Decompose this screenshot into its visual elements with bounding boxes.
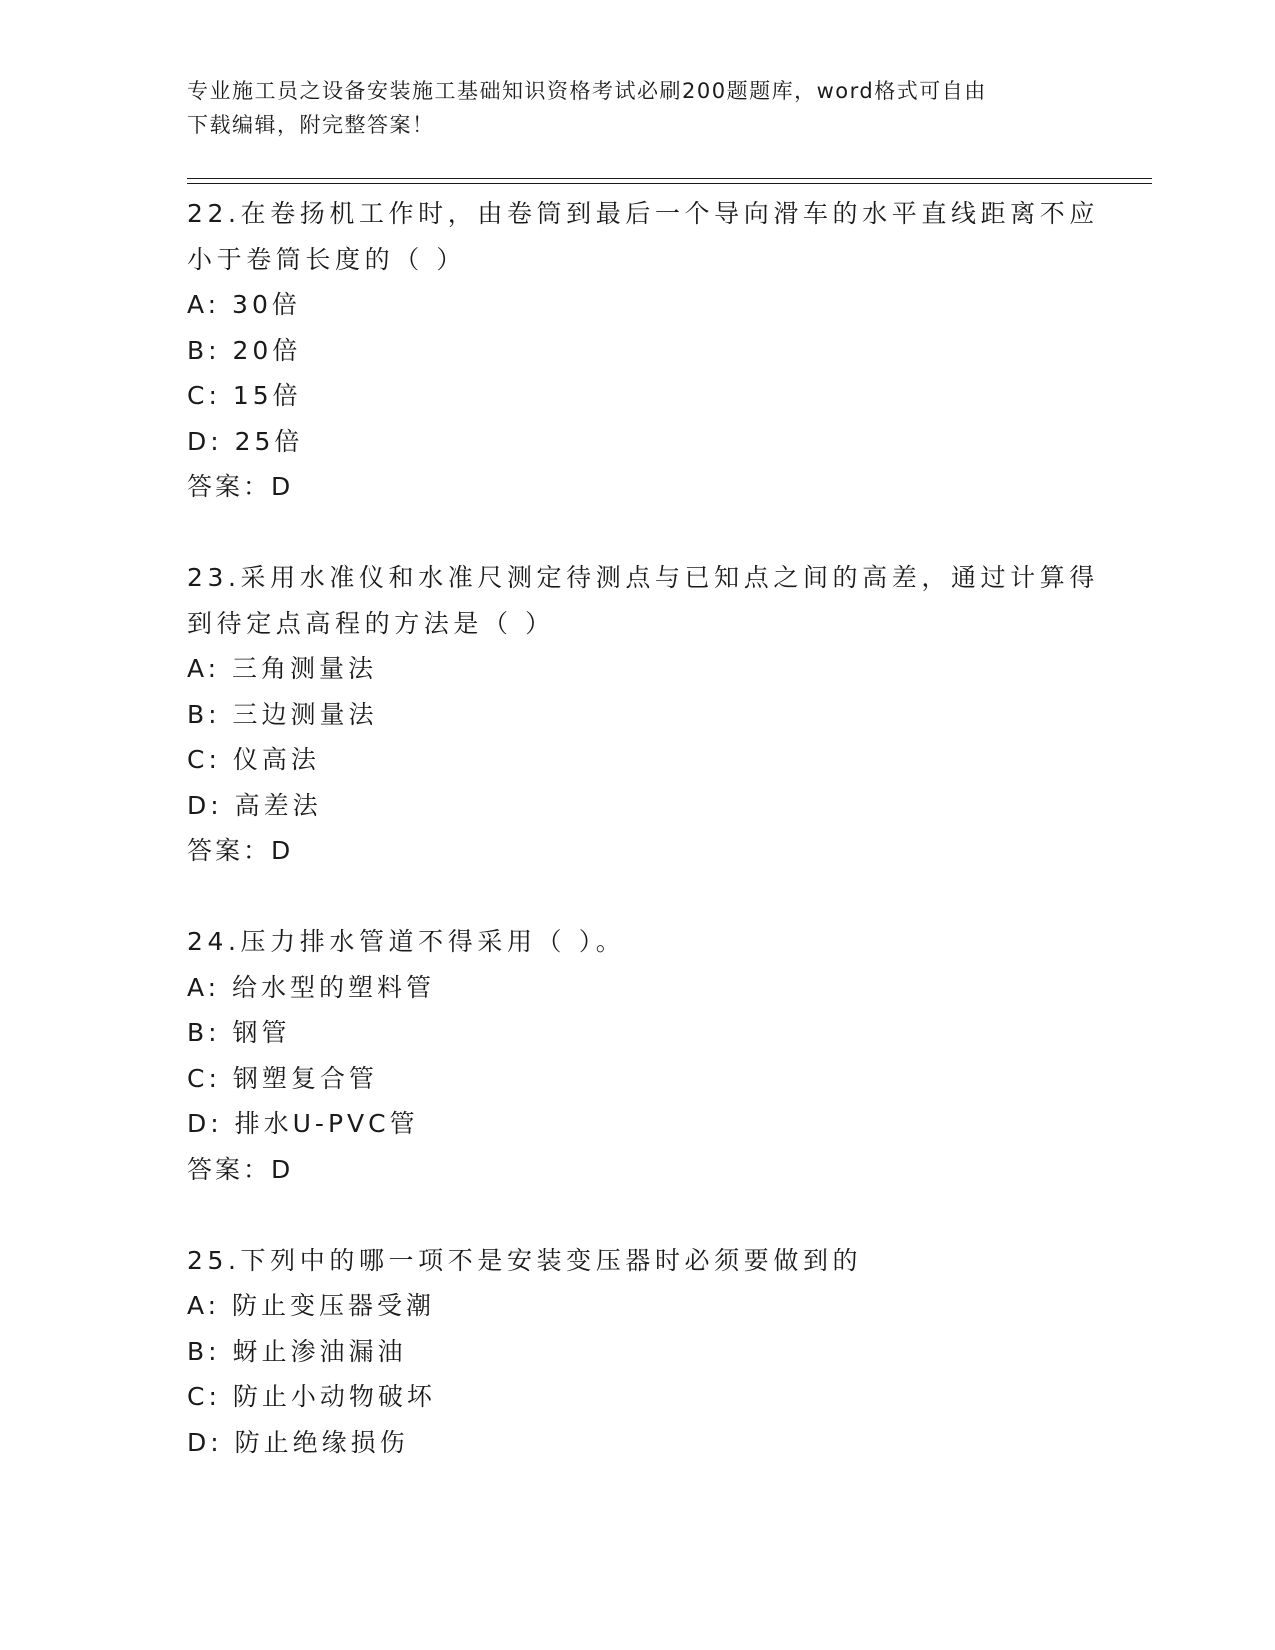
question-list [187, 191, 1099, 1465]
option-d: D: 25倍 [187, 426, 304, 456]
question-text: 小于卷筒长度的（ ） [187, 244, 466, 274]
question-25 [187, 1238, 1087, 1466]
question-spacer [187, 874, 1087, 920]
question-text: 23.采用水准仪和水准尺测定待测点与已知点之间的高差，通过计算得 [187, 563, 1099, 592]
option-b: B: 20倍 [187, 335, 302, 365]
question-spacer [187, 1192, 1087, 1238]
option-a: A: 30倍 [187, 290, 301, 319]
answer-text: 答案：D [187, 472, 294, 501]
option-a: A: 防止变压器受潮 [187, 1291, 436, 1320]
question-text: 到待定点高程的方法是（ ） [187, 608, 555, 638]
option-a: A: 三角测量法 [187, 654, 378, 683]
option-a: A: 给水型的塑料管 [187, 972, 436, 1002]
document-header [187, 74, 1067, 142]
option-d: D: 排水U-PVC管 [187, 1109, 419, 1138]
option-b: B: 三边测量法 [187, 699, 378, 729]
option-c: C: 钢塑复合管 [187, 1063, 378, 1093]
question-text: 25.下列中的哪一项不是安装变压器时必须要做到的 [187, 1245, 863, 1275]
option-c: C: 15倍 [187, 381, 302, 410]
option-c: C: 防止小动物破坏 [187, 1382, 436, 1411]
question-22 [187, 191, 1099, 510]
header-line-1: 专业施工员之设备安装施工基础知识资格考试必刷200题题库，word格式可自由 [187, 79, 987, 103]
option-b: B: 钢管 [187, 1018, 291, 1047]
question-text: 22.在卷扬机工作时，由卷筒到最后一个导向滑车的水平直线距离不应 [187, 199, 1099, 228]
header-line-2: 下载编辑，附完整答案！ [187, 113, 435, 137]
option-b: B: 蚜止渗油漏油 [187, 1336, 407, 1366]
answer-text: 答案：D [187, 1154, 294, 1184]
option-d: D: 高差法 [187, 790, 322, 820]
question-spacer [187, 510, 1087, 556]
question-24 [187, 919, 1087, 1192]
option-c: C: 仪高法 [187, 745, 320, 774]
header-divider-bottom [187, 183, 1152, 184]
answer-text: 答案：D [187, 836, 294, 865]
question-text: 24.压力排水管道不得采用（ ）。 [187, 927, 626, 956]
option-d: D: 防止绝缘损伤 [187, 1427, 409, 1457]
question-23 [187, 555, 1099, 874]
header-divider-top [187, 178, 1152, 179]
